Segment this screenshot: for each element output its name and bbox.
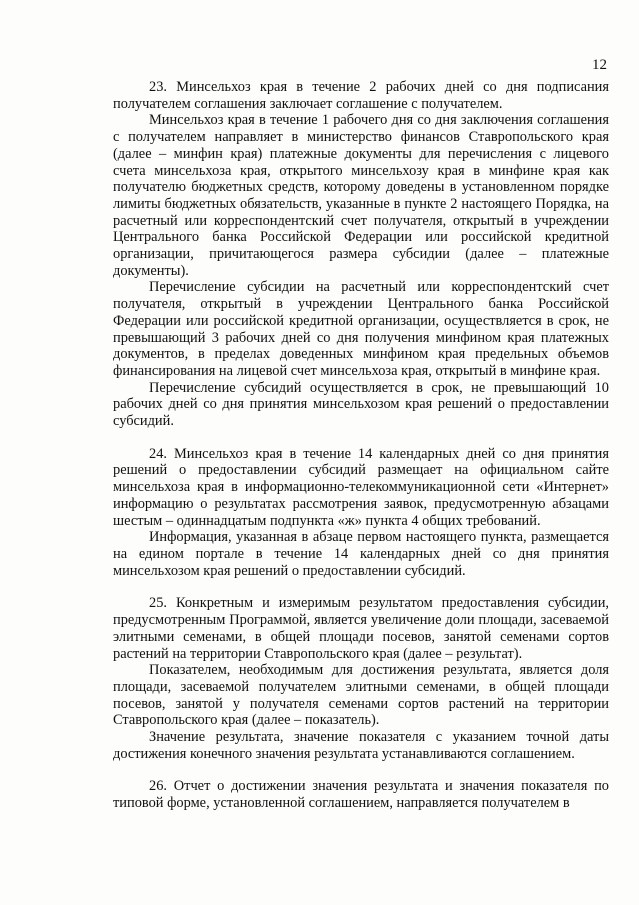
paragraph-23-payment-documents: Минсельхоз края в течение 1 рабочего дня со дня заключения соглашения с получателем направляет в министерство финансов Ставропольского края (далее – минфин края) платежные документы для перечисления с лицевого счета минсельхоза края, открытого минсельхозу края в минфине края как получателю бюджетных средств, которому доведены в установленном порядке лимиты бюджетных обязательств, указанные в пункте 2 настоящего Порядка, на расчетный или корреспондентский счет получателя, открытый в учреждении Центрального банка Российской Федерации или российской кредитной организации, причитающегося размера субсидии (далее – платежные документы).: [113, 112, 609, 279]
paragraph-23-transfer-deadline: Перечисление субсидии на расчетный или корреспондентский счет получателя, открытый в учреждении Центрального банка Российской Федерации или российской кредитной организации, осуществляется в срок, не превышающий 3 рабочих дней со дня получения минфином края платежных документов, в пределах доведенных минфином края предельных объемов финансирования на лицевой счет минсельхоза края, открытый в минфине края.: [113, 279, 609, 379]
paragraph-23-intro: 23. Минсельхоз края в течение 2 рабочих дней со дня подписания получателем соглашения заключает соглашение с получателем.: [113, 79, 609, 112]
paragraph-24-publication: 24. Минсельхоз края в течение 14 календарных дней со дня принятия решений о предоставлении субсидий размещает на официальном сайте минсельхоза края в информационно-телекоммуникационной сети «Интернет» информацию о результатах рассмотрения заявок, предусмотренную абзацами шестым – одиннадцатым подпункта «ж» пункта 4 общих требований.: [113, 445, 609, 529]
paragraph-25-values: Значение результата, значение показателя с указанием точной даты достижения конечного значения результата устанавливаются соглашением.: [113, 729, 609, 762]
section-gap: [113, 430, 609, 446]
paragraph-25-result: 25. Конкретным и измеримым результатом предоставления субсидии, предусмотренным Программой, является увеличение доли площади, засеваемой элитными семенами, в общей площади посевов, занятой семенами сортов растений на территории Ставропольского края (далее – результат).: [113, 595, 609, 662]
section-gap: [113, 762, 609, 778]
paragraph-23-transfer-term: Перечисление субсидий осуществляется в срок, не превышающий 10 рабочих дней со дня принятия минсельхозом края решений о предоставлении субсидий.: [113, 379, 609, 430]
paragraph-26-report: 26. Отчет о достижении значения результата и значения показателя по типовой форме, установленной соглашением, направляется получателем в: [113, 778, 609, 812]
paragraph-24-portal: Информация, указанная в абзаце первом настоящего пункта, размещается на едином портале в течение 14 календарных дней со дня принятия минсельхозом края решений о предоставлении субсидий.: [113, 529, 609, 579]
section-gap: [113, 579, 609, 595]
paragraph-25-indicator: Показателем, необходимым для достижения результата, является доля площади, засеваемой получателем элитными семенами, в общей площади посевов, занятой у получателя семенами сортов растений на территории Ставропольского края (далее – показатель).: [113, 662, 609, 729]
page-number: 12: [592, 57, 607, 73]
document-body: [113, 79, 609, 812]
